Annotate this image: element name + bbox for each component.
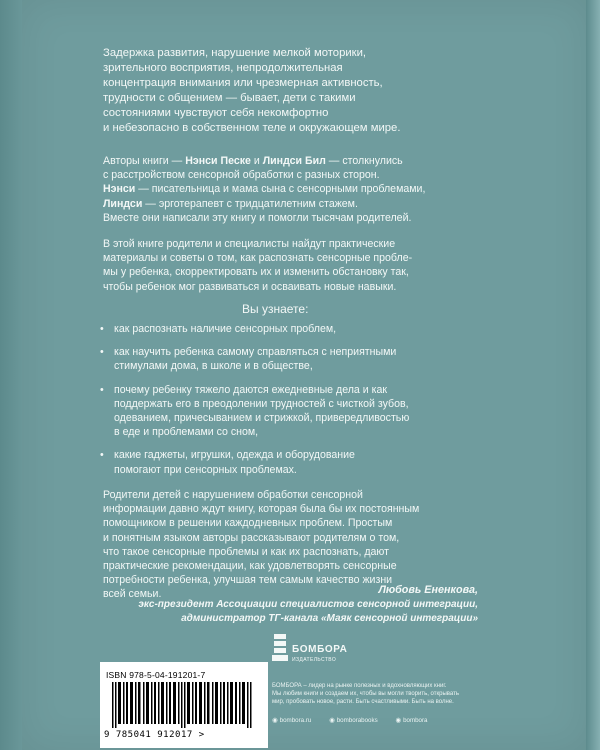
publisher-subtitle: ИЗДАТЕЛЬСТВО xyxy=(292,657,337,663)
text-line: Задержка развития, нарушение мелкой моторики, xyxy=(103,47,367,59)
author-name: Линдси Бил xyxy=(262,155,326,167)
isbn-label: ISBN 978-5-04-191201-7 xyxy=(106,670,206,680)
learn-list xyxy=(100,322,490,486)
globe-icon: ◉ xyxy=(272,717,278,724)
list-item: • почему ребенку тяжело даются ежедневные дела и как поддержать его в преодолении трудностей с чисткой зубов, одеванием, причесыванием и стрижкой, привередливостью в еде и проблемами со сном, xyxy=(100,383,490,440)
page-edge xyxy=(586,0,600,750)
text-line: информации давно ждут книгу, которая была бы их постоянным xyxy=(103,503,420,516)
list-item: • как распознать наличие сенсорных проблем, xyxy=(100,322,490,336)
social-links xyxy=(272,716,492,724)
text-line: потребности ребенка, улучшая тем самым качество жизни xyxy=(103,574,393,587)
author-name: Нэнси Песке xyxy=(185,155,251,167)
bombora-logo-icon xyxy=(272,634,290,670)
text-line: трудности с общением — бывает, дети с такими xyxy=(103,92,356,104)
telegram-link[interactable]: ◉ bombora xyxy=(395,717,428,724)
reviewer-name: Любовь Ененкова, xyxy=(378,584,478,596)
text-line: состояниями чувствуют себя некомфортно xyxy=(103,107,329,119)
isbn-barcode-box xyxy=(100,662,268,748)
barcode-icon xyxy=(112,682,256,728)
book-paragraph xyxy=(103,237,483,294)
vk-icon: ◉ xyxy=(329,717,335,724)
reviewer-role: администратор ТГ-канала «Маяк сенсорной интеграции» xyxy=(181,613,478,624)
authors-paragraph xyxy=(103,154,483,225)
text-line: что такое сенсорные проблемы и как их распознать, дают xyxy=(103,545,389,558)
text-line: концентрация внимания или чрезмерная активность, xyxy=(103,77,383,89)
text-line: всей семьи. xyxy=(103,588,162,601)
text-line: материалы и советы о том, как распознать сенсорные пробле- xyxy=(103,252,413,265)
book-spine xyxy=(0,0,22,750)
text-line: Авторы книги — Нэнси Песке и Линдси Бил — столкнулись xyxy=(103,155,403,167)
text-line: мы у ребенка, скорректировать их и изменить обстановку так, xyxy=(103,266,409,279)
telegram-icon: ◉ xyxy=(395,717,402,724)
text-line: и понятным языком авторы рассказывают родителям о том, xyxy=(103,531,400,544)
intro-paragraph xyxy=(103,46,483,136)
text-line: с расстройством сенсорной обработки с разных сторон. xyxy=(103,169,380,182)
text-line: Родители детей с нарушением обработки сенсорной xyxy=(103,489,363,501)
list-item: • как научить ребенка самому справляться с неприятными стимулами дома, в школе и в обществе, xyxy=(100,345,490,373)
barcode-number: 9 785041 912017 > xyxy=(104,730,205,740)
publisher-description: БОМБОРА – лидер на рынке полезных и вдохновляющих книг. Мы любим книги и создаем их, чтобы вы могли творить, открывать мир, пробовать новое, расти. Быть счастливыми. Быть на волне. xyxy=(272,683,459,706)
text-line: зрительного восприятия, непродолжительная xyxy=(103,62,343,74)
vk-link[interactable]: ◉ bomborabooks xyxy=(329,717,378,724)
publisher-name: БОМБОРА xyxy=(292,644,348,655)
reviewer-role: экс-президент Ассоциации специалистов сенсорной интеграции, xyxy=(138,599,478,610)
text-line: практические рекомендации, как удовлетворять сенсорные xyxy=(103,560,397,573)
text-line: Вместе они написали эту книгу и помогли тысячам родителей. xyxy=(103,211,412,224)
text-line: Нэнси — писательница и мама сына с сенсорными проблемами, xyxy=(103,183,426,196)
learn-heading: Вы узнаете: xyxy=(242,302,309,316)
text-line: помощником в решении каждодневных проблем. Простым xyxy=(103,517,393,530)
text-line: В этой книге родители и специалисты найдут практические xyxy=(103,238,396,250)
list-item: • какие гаджеты, игрушки, одежда и оборудование помогают при сенсорных проблемах. xyxy=(100,448,490,476)
website-link[interactable]: ◉ bombora.ru xyxy=(272,717,312,724)
text-line: Линдси — эрготерапевт с тридцатилетним стажем. xyxy=(103,197,358,210)
text-line: и небезопасно в собственном теле и окружающем мире. xyxy=(103,122,401,134)
text-line: чтобы ребенок мог развиваться и осваивать новые навыки. xyxy=(103,280,397,293)
